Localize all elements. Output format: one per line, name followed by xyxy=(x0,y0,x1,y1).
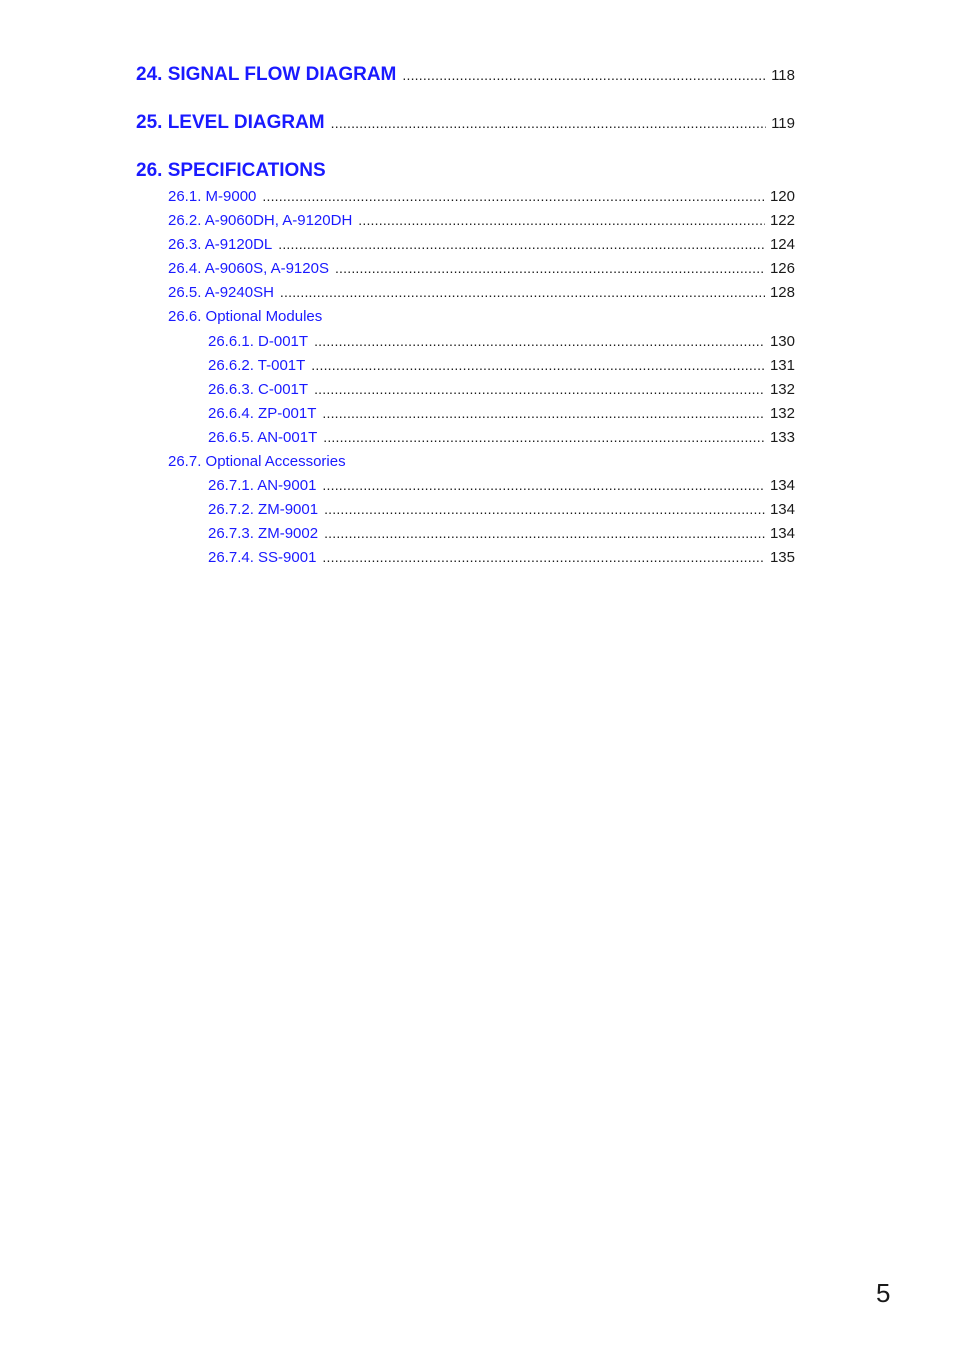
toc-entry-26[interactable] xyxy=(136,160,795,182)
toc-page-number: 134 xyxy=(769,501,795,518)
toc-link[interactable]: 26.2. A-9060DH, A-9120DH xyxy=(168,212,353,229)
toc-link[interactable]: 26.6.5. AN-001T xyxy=(208,429,318,446)
toc-link[interactable]: 26.6.3. C-001T xyxy=(208,381,309,398)
toc-entry-26-6-1[interactable] xyxy=(208,333,795,350)
toc-entry-26-7-1[interactable] xyxy=(208,477,795,494)
toc-entry-26-2[interactable] xyxy=(168,212,795,229)
toc-entry-26-7-3[interactable] xyxy=(208,525,795,542)
toc-page-number: 122 xyxy=(769,212,795,229)
toc-entry-26-1[interactable] xyxy=(168,188,795,205)
toc-link[interactable]: 24. SIGNAL FLOW DIAGRAM xyxy=(136,64,397,85)
leader-dots xyxy=(323,429,765,445)
toc-page-number: 120 xyxy=(769,188,795,205)
leader-dots xyxy=(358,212,765,228)
toc-entry-26-6-5[interactable] xyxy=(208,429,795,446)
toc-entry-25[interactable] xyxy=(136,112,795,134)
toc-link[interactable]: 26. SPECIFICATIONS xyxy=(136,160,326,181)
leader-dots xyxy=(262,188,765,204)
toc-link[interactable]: 26.7. Optional Accessories xyxy=(168,453,346,470)
toc-link[interactable]: 25. LEVEL DIAGRAM xyxy=(136,112,325,133)
toc-entry-26-7-2[interactable] xyxy=(208,501,795,518)
leader-dots xyxy=(324,501,765,517)
leader-dots xyxy=(278,236,765,252)
toc-page-number: 128 xyxy=(769,284,795,301)
toc-link[interactable]: 26.7.4. SS-9001 xyxy=(208,549,317,566)
toc-entry-26-3[interactable] xyxy=(168,236,795,253)
toc-link[interactable]: 26.6.1. D-001T xyxy=(208,333,309,350)
toc-page-number: 119 xyxy=(771,115,795,132)
toc-entry-26-6-3[interactable] xyxy=(208,381,795,398)
toc-page-number: 134 xyxy=(769,477,795,494)
toc-entry-26-5[interactable] xyxy=(168,284,795,301)
toc-link[interactable]: 26.4. A-9060S, A-9120S xyxy=(168,260,329,277)
leader-dots xyxy=(324,525,765,541)
toc-entry-26-7[interactable] xyxy=(168,453,795,470)
leader-dots xyxy=(280,284,765,300)
toc-page-number: 135 xyxy=(769,549,795,566)
toc-link[interactable]: 26.6.4. ZP-001T xyxy=(208,405,317,422)
toc-link[interactable]: 26.6. Optional Modules xyxy=(168,308,323,325)
page-number: 5 xyxy=(876,1278,891,1308)
toc-entry-26-6-2[interactable] xyxy=(208,357,795,374)
toc-link[interactable]: 26.3. A-9120DL xyxy=(168,236,273,253)
toc-page-number: 134 xyxy=(769,525,795,542)
toc-link[interactable]: 26.7.3. ZM-9002 xyxy=(208,525,319,542)
leader-dots xyxy=(335,260,765,276)
toc-page-number: 126 xyxy=(769,260,795,277)
leader-dots xyxy=(402,67,766,83)
leader-dots xyxy=(322,477,765,493)
toc-entry-24[interactable] xyxy=(136,64,795,86)
leader-dots xyxy=(331,115,766,131)
toc-entry-26-7-4[interactable] xyxy=(208,549,795,566)
toc-link[interactable]: 26.1. M-9000 xyxy=(168,188,257,205)
toc-page-number: 133 xyxy=(769,429,795,446)
leader-dots xyxy=(322,405,765,421)
toc-entry-26-4[interactable] xyxy=(168,260,795,277)
toc-link[interactable]: 26.7.2. ZM-9001 xyxy=(208,501,319,518)
leader-dots xyxy=(311,357,765,373)
toc-page-number: 132 xyxy=(769,405,795,422)
leader-dots xyxy=(314,333,765,349)
toc-page-number: 124 xyxy=(769,236,795,253)
toc-link[interactable]: 26.5. A-9240SH xyxy=(168,284,274,301)
toc-entry-26-6-4[interactable] xyxy=(208,405,795,422)
toc-page-number: 130 xyxy=(769,333,795,350)
toc-entry-26-6[interactable] xyxy=(168,308,795,325)
toc-link[interactable]: 26.6.2. T-001T xyxy=(208,357,306,374)
toc-page-number: 132 xyxy=(769,381,795,398)
leader-dots xyxy=(322,549,765,565)
leader-dots xyxy=(314,381,765,397)
toc-link[interactable]: 26.7.1. AN-9001 xyxy=(208,477,317,494)
toc-page-number: 131 xyxy=(769,357,795,374)
toc-page-number: 118 xyxy=(771,67,795,84)
